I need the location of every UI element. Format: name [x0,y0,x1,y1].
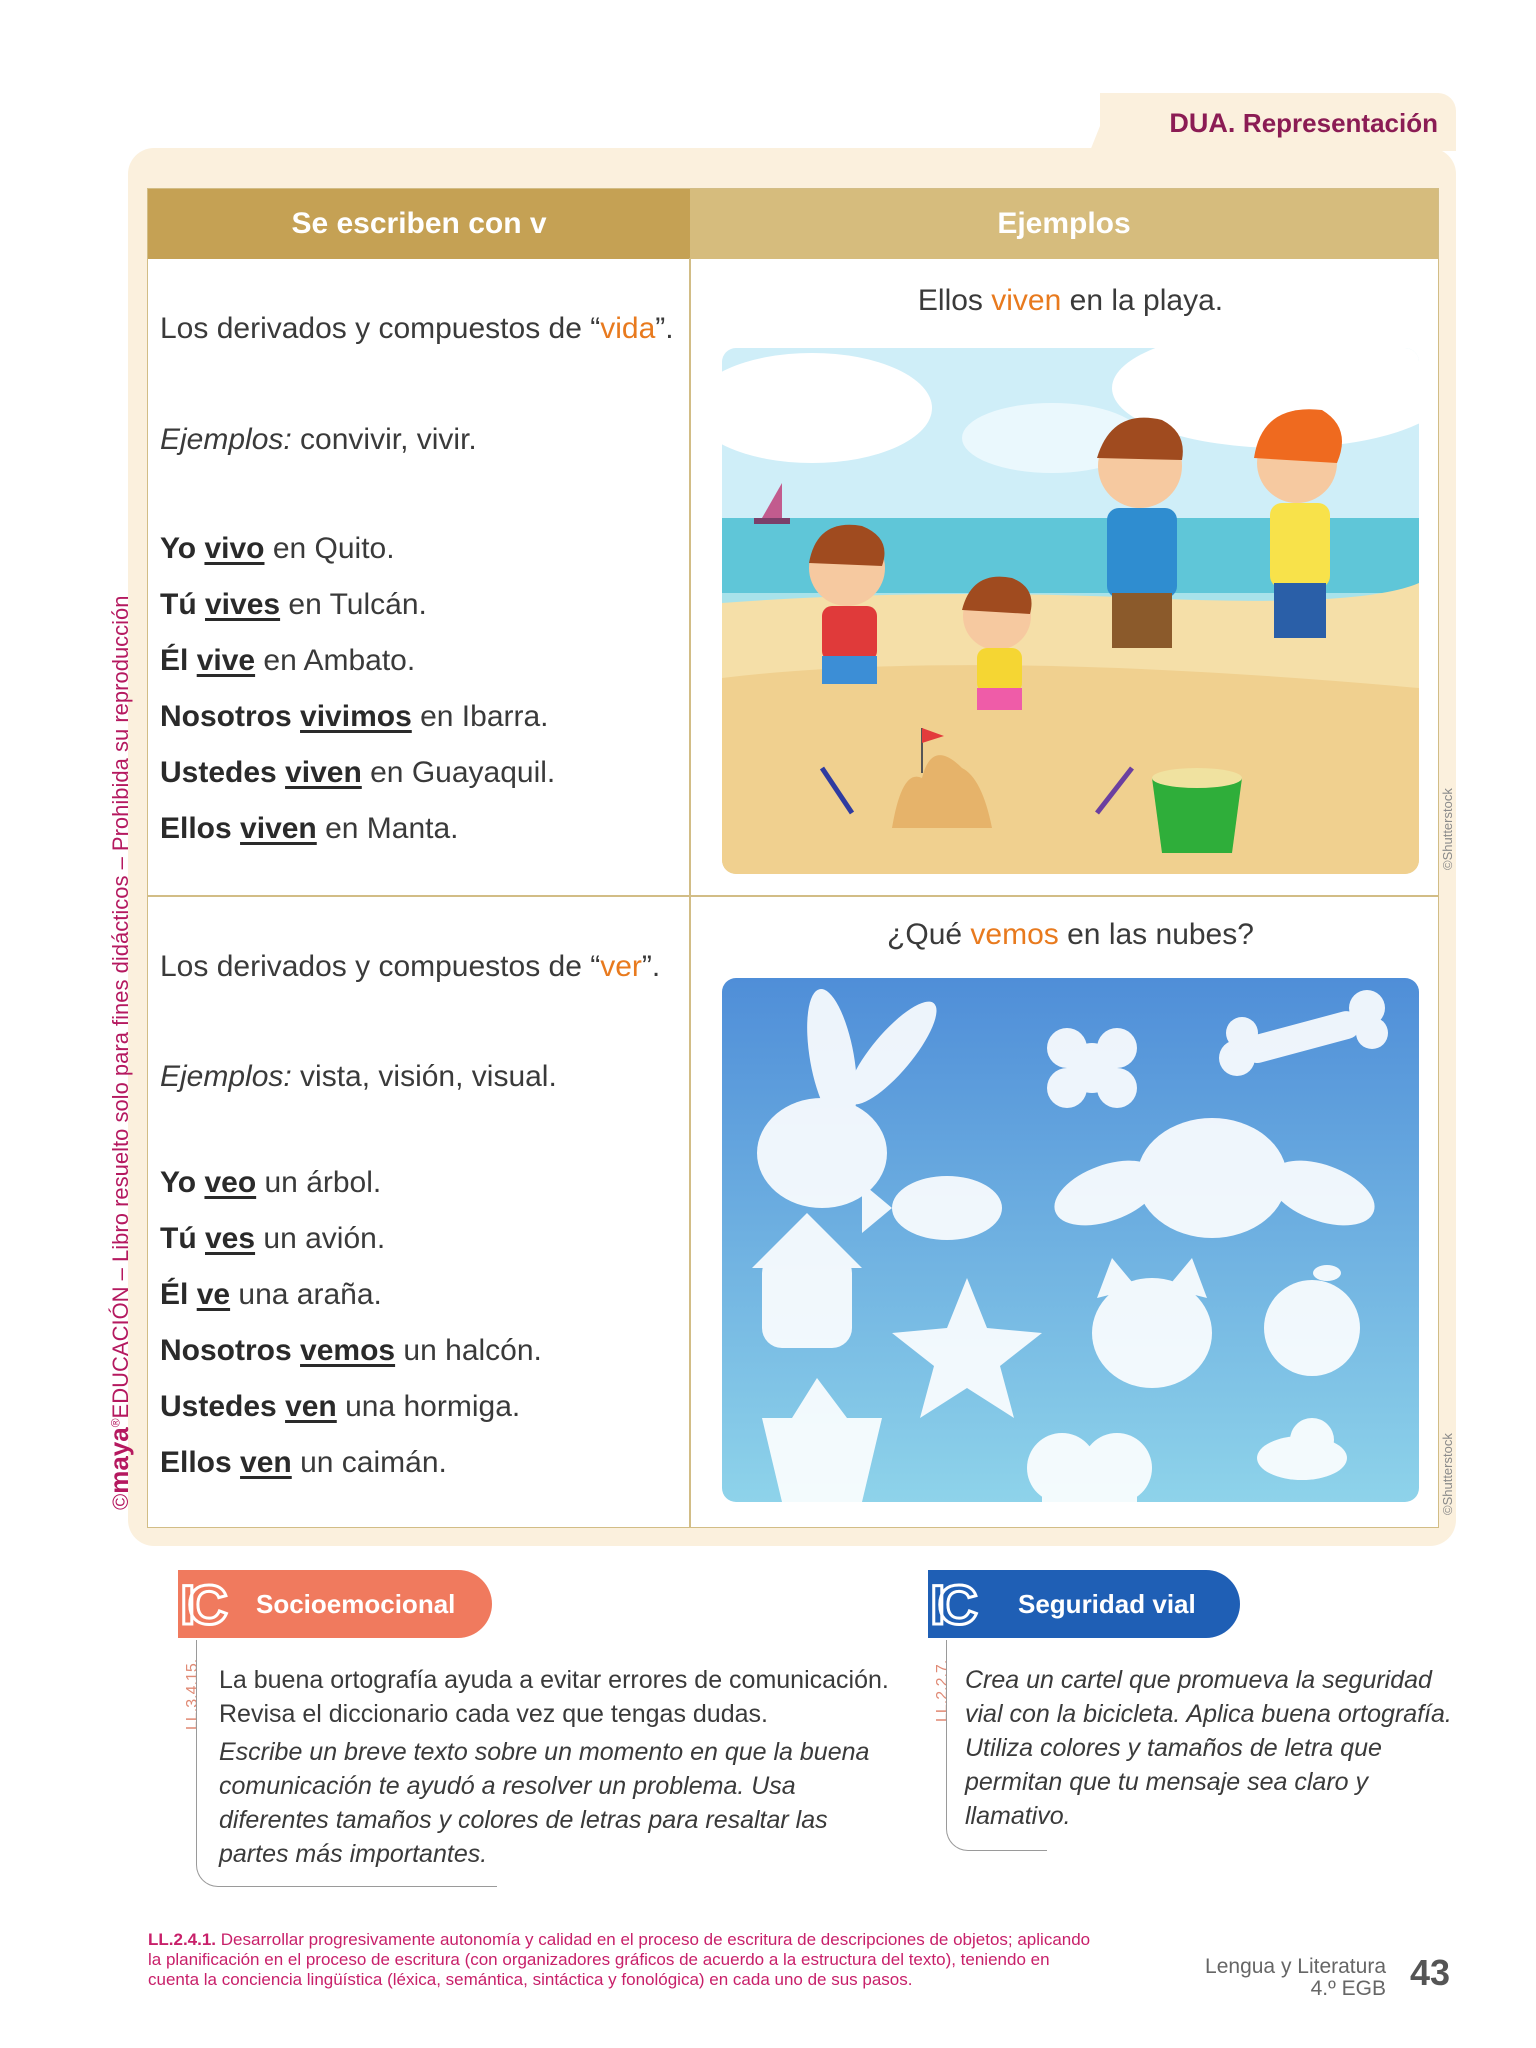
examples-label: Ejemplos: [160,423,292,456]
rule-vida [160,312,674,346]
verb: vemos [300,1334,396,1367]
rule-word: vida [600,312,656,345]
conjugation-line [160,644,415,678]
caption-pre: Ellos [917,284,992,317]
verb: vives [205,588,281,621]
verb: vive [196,644,256,677]
subject-name: Lengua y Literatura [1205,1955,1386,1978]
conjugation-line [160,1446,447,1480]
sentence-rest: en Tulcán. [280,588,427,621]
sentence-rest: una hormiga. [336,1390,521,1423]
subject-label [1205,1956,1386,2000]
sentence-rest: en Ibarra. [411,700,549,733]
copyright-text: EDUCACIÓN – Libro resuelto solo para fines didácticos – Prohibida su reproducción [108,595,133,1419]
registered-mark: ® [108,1418,123,1428]
conjugation-line [160,1334,542,1368]
rule-suffix: ”. [655,312,674,345]
conjugation-line [160,532,395,566]
standard-text: Desarrollar progresivamente autonomía y calidad en el proceso de escritura de descripciones de objetos; aplicando la planificación en el proceso de escritura (con organizadores gráficos de acuerdo a la estructura del texto), teniendo en cuenta la conciencia lingüística (léxica, semántica, sintáctica y fonológica) en cada uno de sus pasos. [148,1930,1091,1989]
verb: ves [205,1222,256,1255]
vial-code: LL.2.2.7. [934,1659,951,1722]
sentence-rest: en Guayaquil. [361,756,556,789]
cloud-shapes-illustration [722,978,1419,1502]
row-divider [148,895,1438,897]
caption-beach [722,284,1419,318]
conjugation-line [160,812,459,846]
verb: ve [196,1278,231,1311]
rule-ver [160,950,660,984]
rule-prefix: Los derivados y compuestos de “ [160,950,601,983]
grade-label: 4.º EGB [1310,1977,1386,2000]
caption-word: viven [991,284,1062,317]
caption-clouds [722,918,1419,952]
rule-prefix: Los derivados y compuestos de “ [160,312,601,345]
curriculum-standard [148,1930,1098,1990]
caption-post: en las nubes? [1058,918,1254,951]
verb: vivimos [300,700,412,733]
conjugation-line [160,756,555,790]
verb: veo [204,1166,257,1199]
conjugation-line [160,1166,381,1200]
pronoun: Él [160,1278,189,1311]
ic-logo-icon: IC [180,1573,220,1636]
pronoun: Yo [160,532,197,565]
page-number: 43 [1409,1952,1450,1993]
image-credit-clouds: ©Shutterstock [1440,1433,1455,1515]
vial-body: Crea un cartel que promueva la seguridad vial con la bicicleta. Aplica buena ortografía. Utiliza colores y tamaños de letra que permitan que tu mensaje sea claro y llamativo. [965,1666,1452,1830]
pronoun: Ellos [160,812,232,845]
sentence-rest: en Ambato. [255,644,416,677]
examples-text: convivir, vivir. [291,423,477,456]
conjugation-line [160,1278,382,1312]
dua-tab-corner [1090,93,1120,151]
sentence-rest: una araña. [230,1278,382,1311]
conjugation-line [160,588,427,622]
verb: viven [240,812,317,845]
caption-pre: ¿Qué [887,918,971,951]
dua-label [1169,108,1438,139]
conjugation-line [160,1390,520,1424]
socioemocional-title: Socioemocional [256,1588,456,1619]
sentence-rest: un halcón. [395,1334,542,1367]
socioemocional-header [178,1570,492,1638]
seguridad-vial-header [928,1570,1240,1638]
examples-vida [160,423,477,457]
caption-post: en la playa. [1061,284,1224,317]
examples-ver [160,1060,557,1094]
pronoun: Ustedes [160,756,277,789]
verb: vivo [204,532,265,565]
standard-code: LL.2.4.1. [148,1930,217,1949]
copyright-vertical [104,595,135,1510]
rule-word: ver [600,950,642,983]
sentence-rest: un caimán. [291,1446,447,1479]
ic-logo-icon: IC [930,1573,970,1636]
copyright-symbol: © [108,1493,133,1510]
dua-label-bold: DUA. [1169,108,1236,138]
pronoun: Tú [160,1222,197,1255]
conjugation-line [160,700,549,734]
examples-text: vista, visión, visual. [291,1060,557,1093]
dua-label-rest: Representación [1242,108,1438,138]
socio-text: La buena ortografía ayuda a evitar errores de comunicación. Revisa el diccionario cada vez que tengas dudas. [219,1666,889,1728]
socio-body [219,1663,899,1871]
socio-code: LL.3.4.15. [184,1658,201,1730]
verb: viven [285,756,362,789]
conjugation-line [160,1222,385,1256]
sentence-rest: un árbol. [256,1166,382,1199]
pronoun: Nosotros [160,1334,292,1367]
pronoun: Él [160,644,189,677]
pronoun: Ustedes [160,1390,277,1423]
rule-suffix: ”. [641,950,661,983]
seguridad-vial-title: Seguridad vial [1018,1588,1196,1619]
pronoun: Yo [160,1166,197,1199]
bucket-icon [1152,778,1242,853]
examples-label: Ejemplos: [160,1060,292,1093]
beach-family-illustration [722,348,1419,874]
verb: ven [240,1446,292,1479]
pronoun: Ellos [160,1446,232,1479]
column-divider [689,258,691,1528]
sentence-rest: en Manta. [316,812,459,845]
sentence-rest: un avión. [255,1222,386,1255]
image-credit-beach: ©Shutterstock [1440,788,1455,870]
brand-logo-text: maya [104,1427,134,1494]
sentence-rest: en Quito. [264,532,395,565]
column-header-rule: Se escriben con v [148,189,690,259]
pronoun: Tú [160,588,197,621]
verb: ven [285,1390,337,1423]
socio-task: Escribe un breve texto sobre un momento en que la buena comunicación te ayudó a resolver un problema. Usa diferentes tamaños y colores de letras para resaltar las partes más importantes. [219,1738,870,1868]
pronoun: Nosotros [160,700,292,733]
caption-word: vemos [970,918,1059,951]
column-header-examples: Ejemplos [690,189,1438,259]
